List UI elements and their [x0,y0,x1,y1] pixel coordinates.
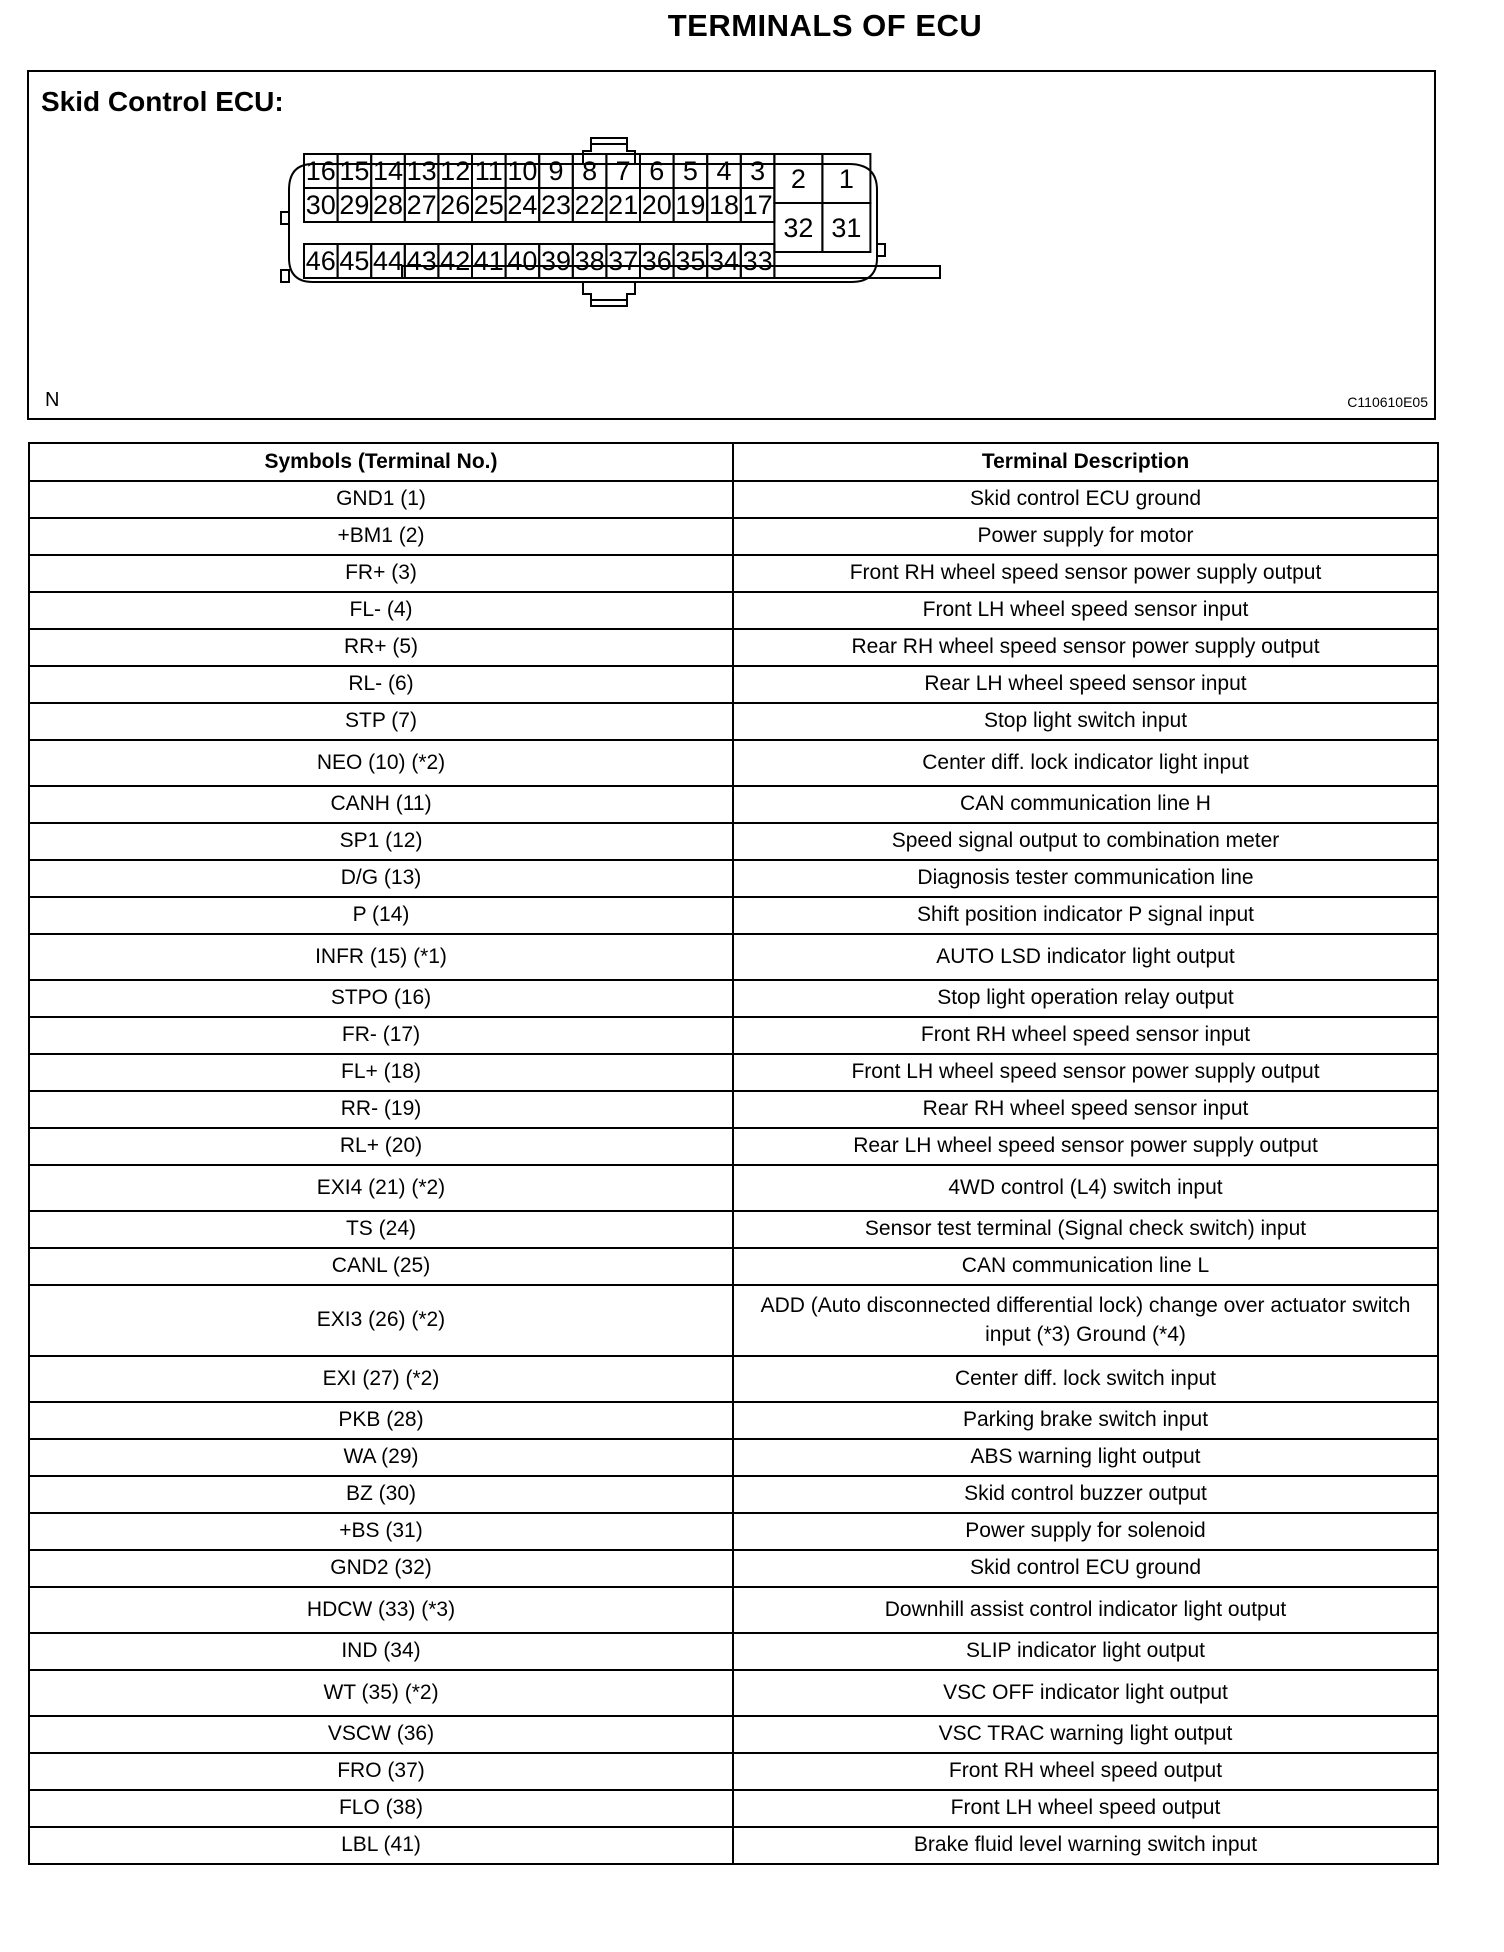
pin-label: 3 [750,156,766,186]
symbol-cell: STPO (16) [29,980,733,1017]
symbol-cell: PKB (28) [29,1402,733,1439]
description-cell: SLIP indicator light output [733,1633,1438,1670]
pin-label-large: 1 [838,164,854,194]
pin-label: 23 [540,190,572,220]
description-cell: Stop light operation relay output [733,980,1438,1017]
table-row [29,1633,1438,1670]
description-cell: Rear LH wheel speed sensor power supply output [733,1128,1438,1165]
right-tab [877,244,885,256]
header-symbols: Symbols (Terminal No.) [29,443,733,481]
pin-label: 44 [372,246,404,276]
symbol-cell: HDCW (33) (*3) [29,1587,733,1633]
pin-label: 21 [608,190,639,220]
symbol-cell: FL- (4) [29,592,733,629]
symbol-cell: RL+ (20) [29,1128,733,1165]
symbol-cell: GND2 (32) [29,1550,733,1587]
description-cell: Skid control buzzer output [733,1476,1438,1513]
table-row [29,703,1438,740]
symbol-cell: RR+ (5) [29,629,733,666]
description-cell: ADD (Auto disconnected differential lock) change over actuator switch input (*3) Ground (*4) [733,1285,1438,1356]
table-row [29,1165,1438,1211]
symbol-cell: IND (34) [29,1633,733,1670]
description-cell: Shift position indicator P signal input [733,897,1438,934]
description-cell: 4WD control (L4) switch input [733,1165,1438,1211]
pin-label-large: 32 [783,213,814,243]
table-row [29,629,1438,666]
table-row [29,1091,1438,1128]
table-row [29,555,1438,592]
description-cell: Diagnosis tester communication line [733,860,1438,897]
symbol-cell: EXI4 (21) (*2) [29,1165,733,1211]
table-row [29,481,1438,518]
table-row [29,1285,1438,1356]
pin-label: 42 [440,246,471,276]
pin-label: 39 [540,246,572,276]
symbol-cell: LBL (41) [29,1827,733,1864]
table-row [29,1248,1438,1285]
pin-label: 35 [675,246,706,276]
symbol-cell: +BM1 (2) [29,518,733,555]
description-cell: AUTO LSD indicator light output [733,934,1438,980]
pin-label: 18 [708,190,740,220]
table-row [29,980,1438,1017]
pin-label: 17 [742,190,773,220]
symbol-cell: P (14) [29,897,733,934]
description-cell: Skid control ECU ground [733,481,1438,518]
table-row [29,740,1438,786]
description-cell: Center diff. lock indicator light input [733,740,1438,786]
symbol-cell: WT (35) (*2) [29,1670,733,1716]
pin-label: 41 [473,246,504,276]
pin-label: 9 [548,156,564,186]
table-row [29,1476,1438,1513]
table-row [29,786,1438,823]
pin-label: 19 [675,190,706,220]
symbol-cell: WA (29) [29,1439,733,1476]
pin-label: 45 [339,246,370,276]
description-cell: Parking brake switch input [733,1402,1438,1439]
symbol-cell: CANL (25) [29,1248,733,1285]
description-cell: Front LH wheel speed output [733,1790,1438,1827]
table-row [29,1753,1438,1790]
symbol-cell: FRO (37) [29,1753,733,1790]
table-row [29,518,1438,555]
table-row [29,1439,1438,1476]
pin-label: 46 [305,246,336,276]
symbol-cell: TS (24) [29,1211,733,1248]
table-row [29,1670,1438,1716]
description-cell: Power supply for motor [733,518,1438,555]
pin-label: 26 [440,190,471,220]
description-cell: Rear RH wheel speed sensor input [733,1091,1438,1128]
terminal-table [28,442,1439,1865]
pin-label: 43 [406,246,437,276]
description-cell: Rear RH wheel speed sensor power supply output [733,629,1438,666]
table-row [29,1017,1438,1054]
symbol-cell: RL- (6) [29,666,733,703]
pin-label: 30 [305,190,336,220]
table-row [29,897,1438,934]
symbol-cell: FR+ (3) [29,555,733,592]
table-row [29,1054,1438,1091]
pin-label: 29 [339,190,370,220]
description-cell: CAN communication line H [733,786,1438,823]
diagram-label: Skid Control ECU: [41,86,284,117]
description-cell: Sensor test terminal (Signal check switch) input [733,1211,1438,1248]
pin-label: 8 [582,156,598,186]
pin-label: 7 [615,156,631,186]
description-cell: Front LH wheel speed sensor input [733,592,1438,629]
pin-label: 33 [742,246,773,276]
table-row [29,1513,1438,1550]
symbol-cell: FLO (38) [29,1790,733,1827]
table-row [29,666,1438,703]
description-cell: Stop light switch input [733,703,1438,740]
symbol-cell: EXI (27) (*2) [29,1356,733,1402]
description-cell: Power supply for solenoid [733,1513,1438,1550]
table-row [29,1827,1438,1864]
pin-label: 40 [507,246,538,276]
table-row [29,823,1438,860]
table-row [29,1587,1438,1633]
pin-label: 16 [305,156,336,186]
symbol-cell: BZ (30) [29,1476,733,1513]
symbol-cell: STP (7) [29,703,733,740]
pin-label: 5 [682,156,698,186]
description-cell: Front RH wheel speed sensor power supply output [733,555,1438,592]
pin-label: 38 [574,246,605,276]
table-row [29,1790,1438,1827]
pin-label: 12 [440,156,471,186]
pin-label: 15 [339,156,370,186]
table-header-row [29,443,1438,481]
left-tab-upper [281,212,289,224]
left-tab-lower [281,270,289,282]
symbol-cell: +BS (31) [29,1513,733,1550]
pin-label: 34 [708,246,740,276]
pin-label: 13 [406,156,437,186]
pin-label-large: 31 [831,213,862,243]
header-description: Terminal Description [733,443,1438,481]
table-row [29,860,1438,897]
symbol-cell: D/G (13) [29,860,733,897]
connector-diagram [27,70,1436,420]
pin-label: 36 [641,246,672,276]
description-cell: Speed signal output to combination meter [733,823,1438,860]
table-row [29,1402,1438,1439]
pin-label: 25 [473,190,504,220]
table-row [29,1356,1438,1402]
description-cell: VSC TRAC warning light output [733,1716,1438,1753]
description-cell: Center diff. lock switch input [733,1356,1438,1402]
pin-label: 20 [641,190,672,220]
description-cell: Front RH wheel speed sensor input [733,1017,1438,1054]
pin-label: 11 [474,156,503,186]
pin-label-large: 2 [790,164,806,194]
description-cell: Front RH wheel speed output [733,1753,1438,1790]
diagram-corner-mark: N [45,389,60,411]
table-row [29,1716,1438,1753]
description-cell: CAN communication line L [733,1248,1438,1285]
diagram-code: C110610E05 [1347,394,1428,410]
bottom-latch [583,282,635,306]
description-cell: ABS warning light output [733,1439,1438,1476]
symbol-cell: VSCW (36) [29,1716,733,1753]
symbol-cell: FL+ (18) [29,1054,733,1091]
table-row [29,592,1438,629]
pin-label: 22 [574,190,605,220]
description-cell: Skid control ECU ground [733,1550,1438,1587]
pin-label: 14 [372,156,404,186]
pin-label: 37 [608,246,639,276]
pin-label: 4 [716,156,732,186]
description-cell: Downhill assist control indicator light output [733,1587,1438,1633]
table-row [29,1550,1438,1587]
symbol-cell: INFR (15) (*1) [29,934,733,980]
table-row [29,1211,1438,1248]
connector-illustration [29,72,1434,418]
page-title: TERMINALS OF ECU [667,8,983,43]
symbol-cell: GND1 (1) [29,481,733,518]
pin-label: 10 [507,156,538,186]
pin-label: 28 [372,190,404,220]
symbol-cell: FR- (17) [29,1017,733,1054]
table-row [29,1128,1438,1165]
pin-label: 6 [649,156,665,186]
description-cell: Brake fluid level warning switch input [733,1827,1438,1864]
symbol-cell: EXI3 (26) (*2) [29,1285,733,1356]
description-cell: Rear LH wheel speed sensor input [733,666,1438,703]
description-cell: VSC OFF indicator light output [733,1670,1438,1716]
description-cell: Front LH wheel speed sensor power supply output [733,1054,1438,1091]
table-row [29,934,1438,980]
symbol-cell: NEO (10) (*2) [29,740,733,786]
pin-label: 27 [406,190,437,220]
pin-label: 24 [507,190,538,220]
symbol-cell: SP1 (12) [29,823,733,860]
symbol-cell: CANH (11) [29,786,733,823]
symbol-cell: RR- (19) [29,1091,733,1128]
